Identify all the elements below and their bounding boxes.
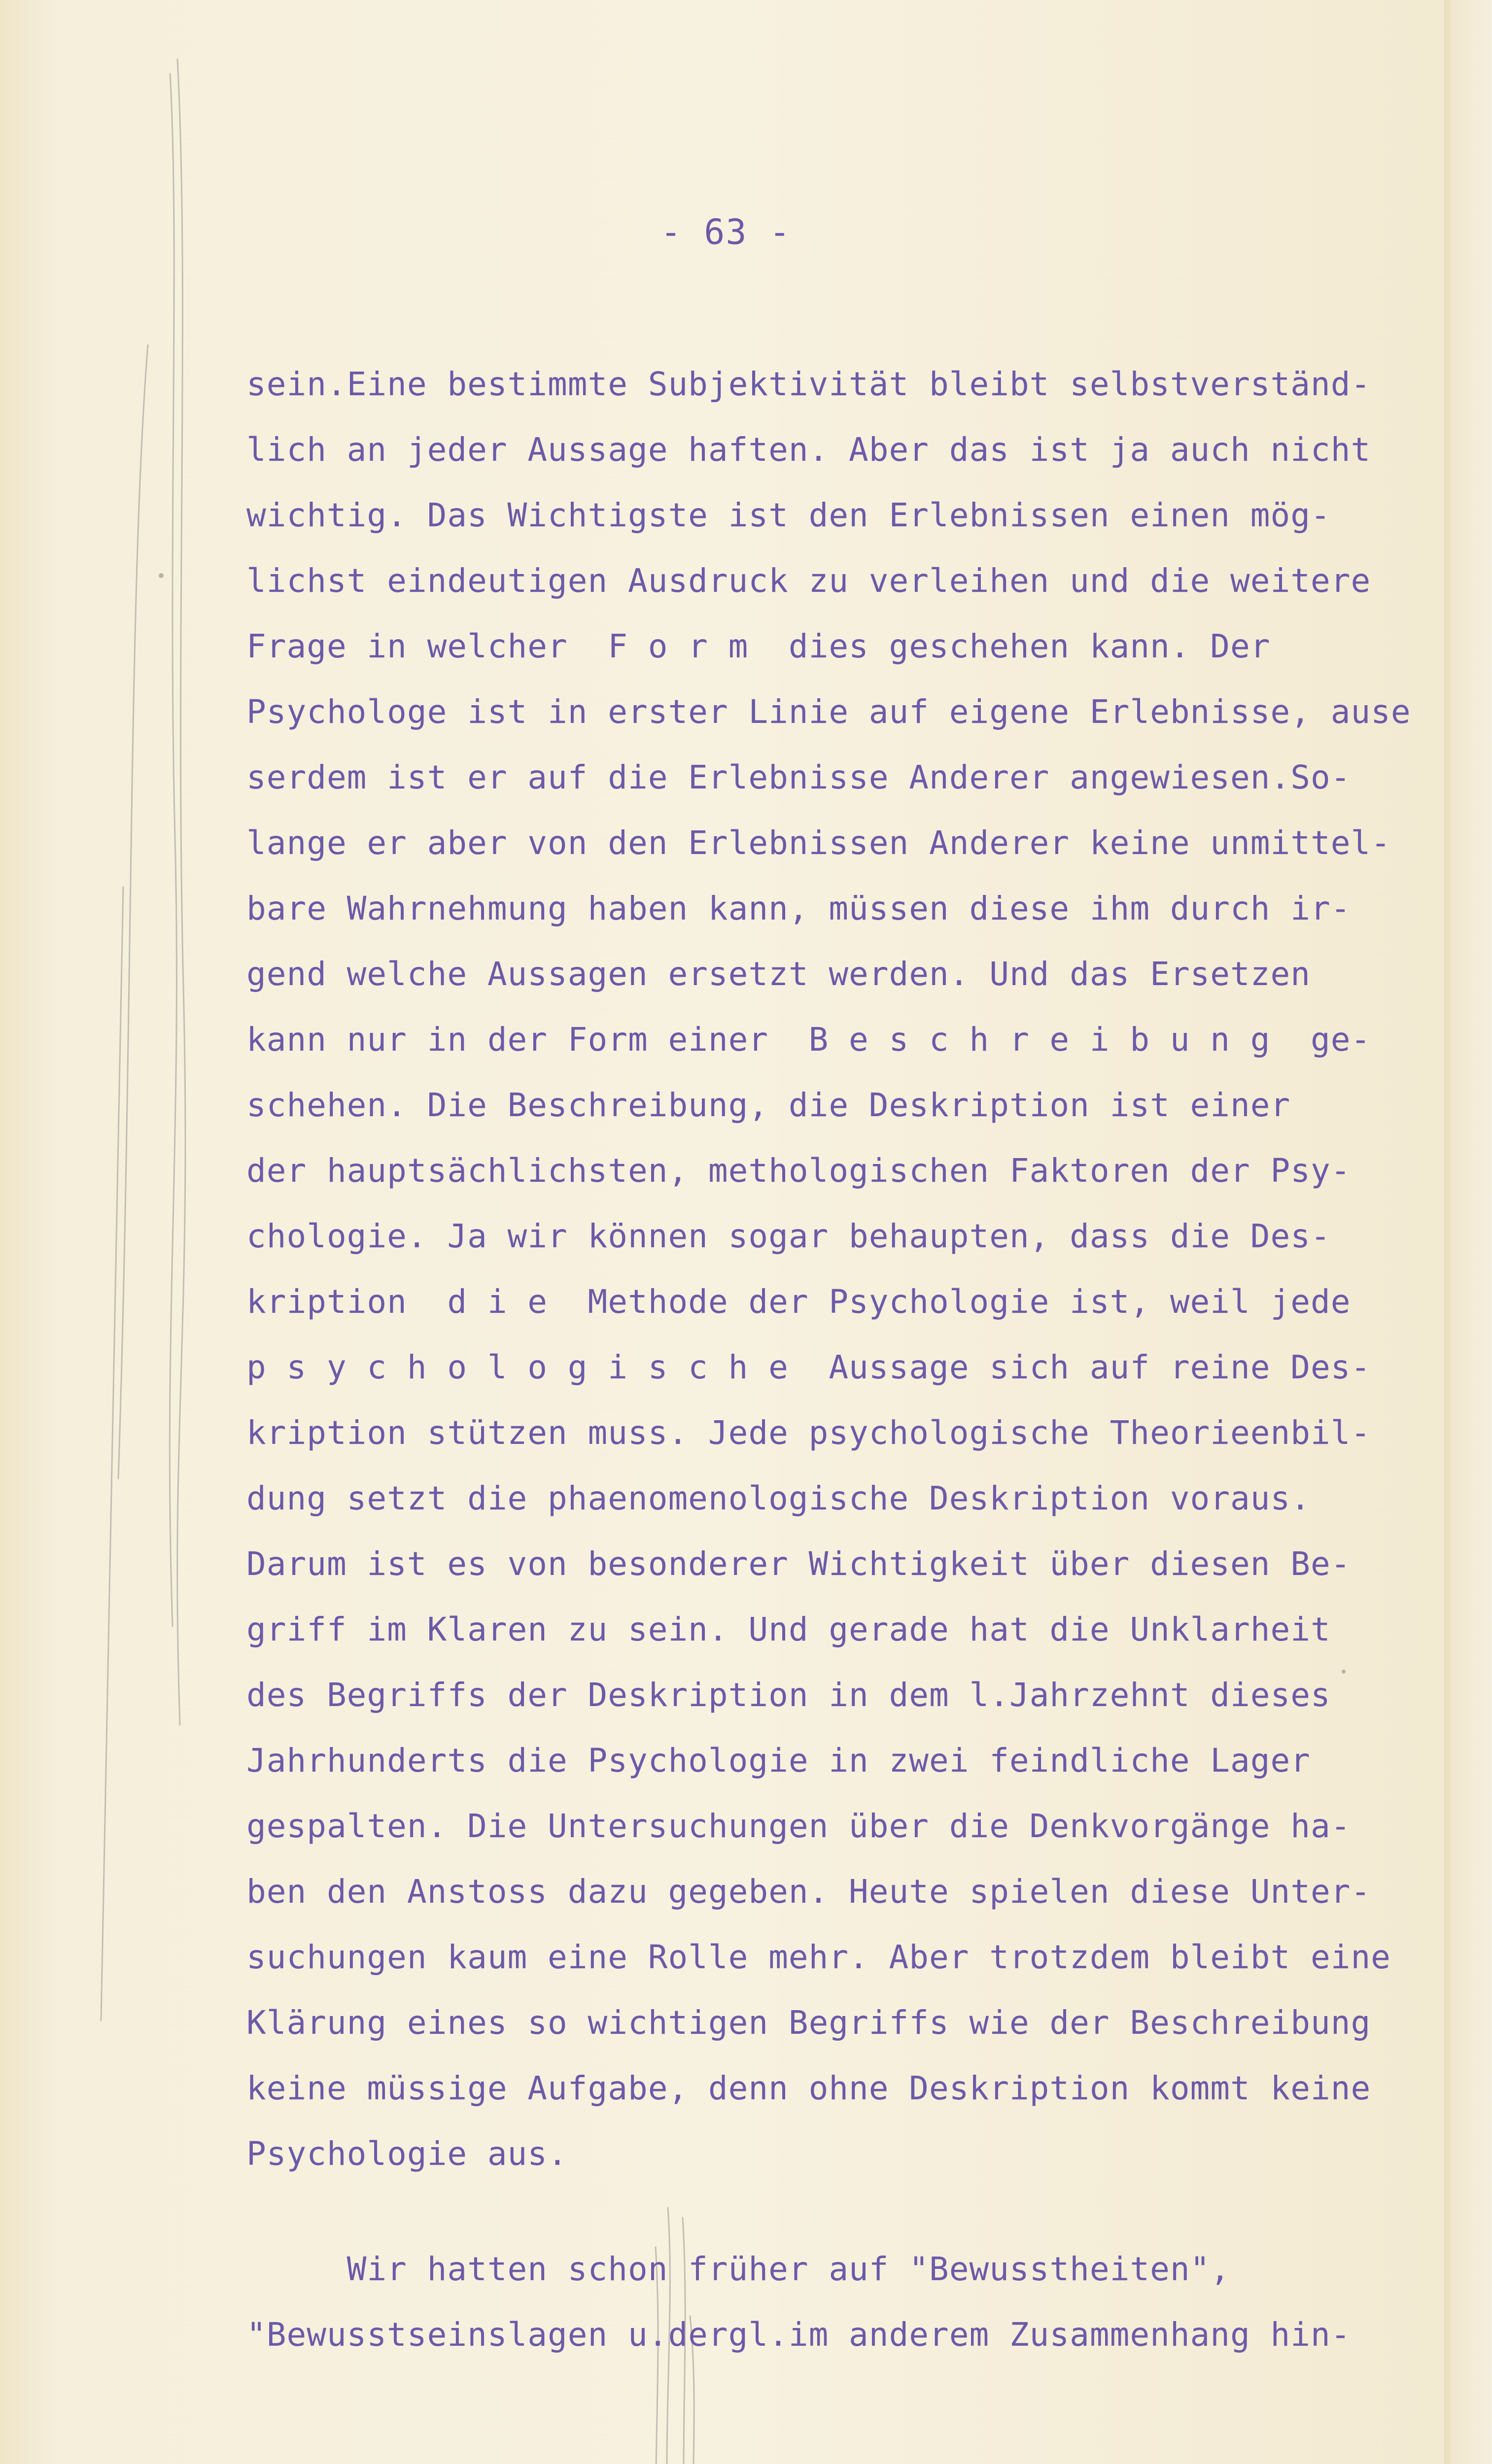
text-line: kription stützen muss. Jede psychologische Theorieenbil- <box>246 1414 1371 1452</box>
text-line: lich an jeder Aussage haften. Aber das ist ja auch nicht <box>246 431 1371 469</box>
text-line: Frage in welcher F o r m dies geschehen kann. Der <box>246 627 1271 665</box>
text-line: kription d i e Methode der Psychologie ist, weil jede <box>246 1283 1351 1321</box>
pencil-dot <box>1342 1670 1346 1674</box>
text-line: chologie. Ja wir können sogar behaupten, dass die Des- <box>246 1217 1331 1255</box>
text-line: bare Wahrnehmung haben kann, müssen diese ihm durch ir- <box>246 890 1351 927</box>
text-line: gespalten. Die Untersuchungen über die Denkvorgänge ha- <box>246 1807 1351 1845</box>
text-line: "Bewusstseinslagen u.dergl.im anderem Zusammenhang hin- <box>246 2316 1351 2354</box>
text-line: Psychologe ist in erster Linie auf eigene Erlebnisse, ause <box>246 693 1411 731</box>
text-line: Klärung eines so wichtigen Begriffs wie der Beschreibung <box>246 2004 1371 2042</box>
text-line: dung setzt die phaenomenologische Deskription voraus. <box>246 1479 1311 1517</box>
text-line: Darum ist es von besonderer Wichtigkeit über diesen Be- <box>246 1545 1351 1583</box>
text-line: schehen. Die Beschreibung, die Deskription ist einer <box>246 1086 1291 1124</box>
text-line: keine müssige Aufgabe, denn ohne Deskription kommt keine <box>246 2069 1371 2107</box>
text-line: p s y c h o l o g i s c h e Aussage sich auf reine Des- <box>246 1348 1371 1386</box>
page-number: - 63 - <box>660 212 791 252</box>
text-line: serdem ist er auf die Erlebnisse Anderer angewiesen.So- <box>246 758 1351 796</box>
text-line: lange er aber von den Erlebnissen Anderer keine unmittel- <box>246 824 1391 862</box>
text-line: Wir hatten schon früher auf "Bewusstheiten", <box>246 2250 1231 2288</box>
pencil-margin-stroke <box>170 74 176 1626</box>
text-line: Jahrhunderts die Psychologie in zwei feindliche Lager <box>246 1742 1311 1780</box>
text-line: gend welche Aussagen ersetzt werden. Und das Ersetzen <box>246 955 1311 993</box>
text-line: sein.Eine bestimmte Subjektivität bleibt selbstverständ- <box>246 365 1371 403</box>
text-line: des Begriffs der Deskription in dem l.Jahrzehnt dieses <box>246 1676 1331 1714</box>
text-line: suchungen kaum eine Rolle mehr. Aber trotzdem bleibt eine <box>246 1938 1391 1976</box>
pencil-margin-stroke <box>101 887 123 2020</box>
text-line: Psychologie aus. <box>246 2135 568 2173</box>
text-line: ben den Anstoss dazu gegeben. Heute spielen diese Unter- <box>246 1873 1371 1911</box>
text-line: griff im Klaren zu sein. Und gerade hat die Unklarheit <box>246 1610 1331 1648</box>
pencil-margin-stroke <box>177 59 185 1725</box>
text-line: kann nur in der Form einer B e s c h r e i b u n g ge- <box>246 1021 1371 1059</box>
pencil-dot <box>159 573 164 578</box>
text-line: lichst eindeutigen Ausdruck zu verleihen und die weitere <box>246 562 1371 600</box>
text-line: der hauptsächlichsten, methologischen Faktoren der Psy- <box>246 1152 1351 1190</box>
text-line: wichtig. Das Wichtigste ist den Erlebnissen einen mög- <box>246 496 1331 534</box>
